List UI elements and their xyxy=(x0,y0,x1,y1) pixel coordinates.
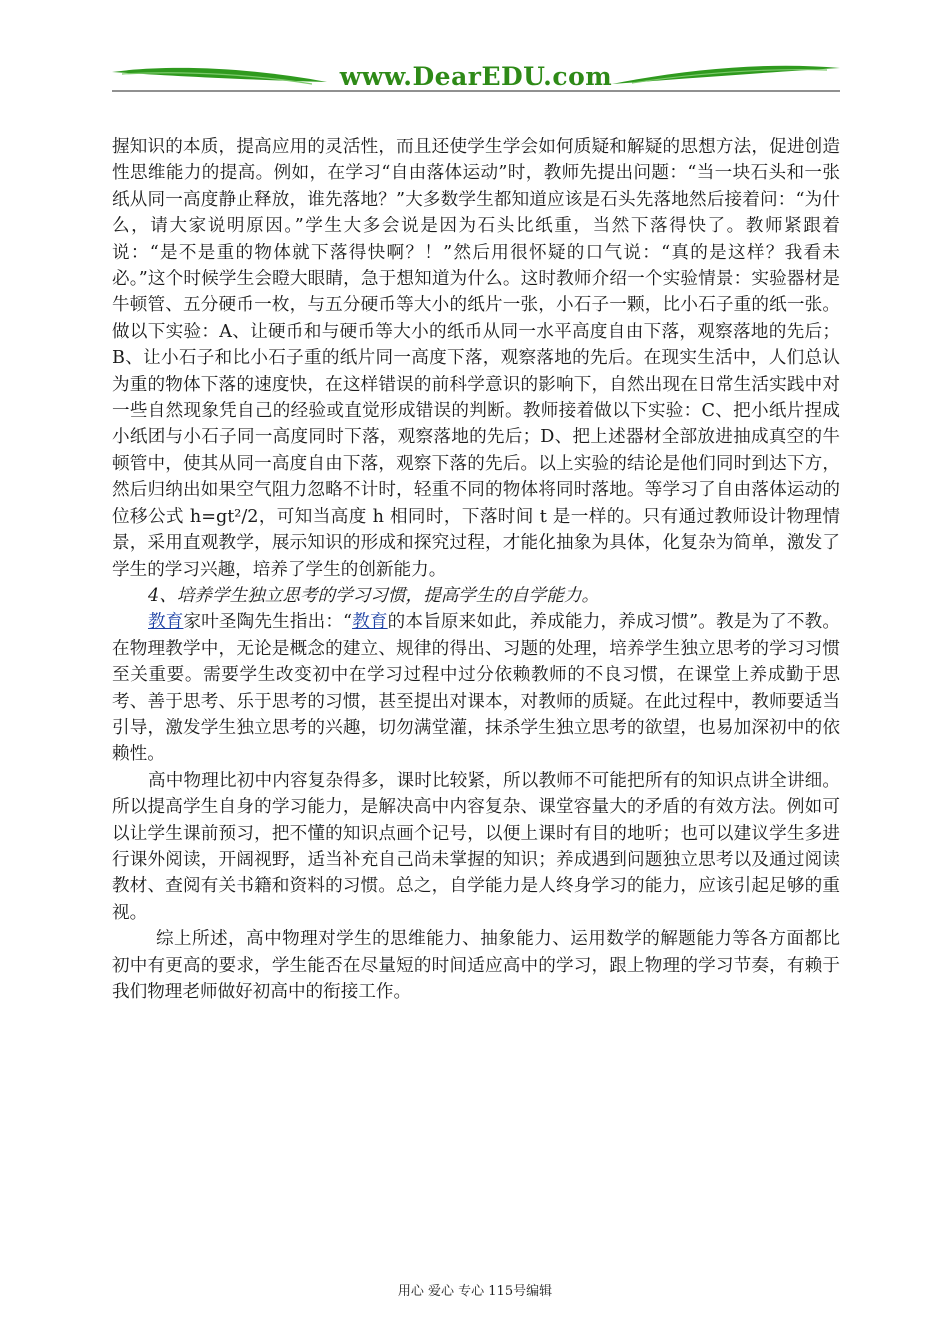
site-logo-text: www.DearEDU.com xyxy=(339,62,613,91)
section-heading-4: 4、培养学生独立思考的学习习惯，提高学生的自学能力。 xyxy=(148,585,600,606)
paragraph-self-study: 高中物理比初中内容复杂得多，课时比较紧，所以教师不可能把所有的知识点讲全讲细。所以提高学生自身的学习能力，是解决高中内容复杂、课堂容量大的矛盾的有效方法。例如可以让学生课前预习，把不懂的知识点画个记号，以便上课时有目的地听；也可以建议学生多进行课外阅读，开阔视野，适当补充自己尚未掌握的知识；养成遇到问题独立思考以及通过阅读教材、查阅有关书籍和资料的习惯。总之，自学能力是人终身学习的能力，应该引起足够的重视。 xyxy=(112,770,840,923)
paragraph-education-rest: 的本旨原来如此，养成能力，养成习惯”。教是为了不教。在物理教学中，无论是概念的建立、规律的得出、习题的处理，培养学生独立思考的学习习惯至关重要。需要学生改变初中在学习过程中过分依赖教师的不良习惯，在课堂上养成勤于思考、善于思考、乐于思考的习惯，甚至提出对课本，对教师的质疑。在此过程中，教师要适当引导，激发学生独立思考的兴趣，切勿满堂灌，抹杀学生独立思考的欲望，也易加深初中的依赖性。 xyxy=(112,612,840,765)
link-education-2[interactable]: 教育 xyxy=(352,612,388,633)
site-header-banner xyxy=(112,58,840,94)
paragraph-conclusion: 综上所述，高中物理对学生的思维能力、抽象能力、运用数学的解题能力等各方面都比初中有更高的要求，学生能否在尽量短的时间适应高中的学习，跟上物理的学习节奏，有赖于我们物理老师做好初高中的衔接工作。 xyxy=(112,929,840,1002)
paragraph-experiment: 握知识的本质，提高应用的灵活性，而且还使学生学会如何质疑和解疑的思想方法，促进创造性思维能力的提高。例如，在学习“自由落体运动”时，教师先提出问题：“当一块石头和一张纸从同一高度静止释放，谁先落地？”大多数学生都知道应该是石头先落地然后接着问：“为什么，请大家说明原因。”学生大多会说是因为石头比纸重，当然下落得快了。教师紧跟着说：“是不是重的物体就下落得快啊？！”然后用很怀疑的口气说：“真的是这样？我看未必。”这个时候学生会瞪大眼睛，急于想知道为什么。这时教师介绍一个实验情景：实验器材是牛顿管、五分硬币一枚，与五分硬币等大小的纸片一张，小石子一颗，比小石子重的纸一张。做以下实验：A、让硬币和与硬币等大小的纸币从同一水平高度自由下落，观察落地的先后；B、让小石子和比小石子重的纸片同一高度下落，观察落地的先后。在现实生活中，人们总认为重的物体下落的速度快，在这样错误的前科学意识的影响下，自然出现在日常生活实践中对一些自然现象凭自己的经验或直觉形成错误的判断。教师接着做以下实验：C、把小纸片捏成小纸团与小石子同一高度同时下落，观察落地的先后；D、把上述器材全部放进抽成真空的牛顿管中，使其从同一高度自由下落，观察下落的先后。以上实验的结论是他们同时到达下方，然后归纳出如果空气阻力忽略不计时，轻重不同的物体将同时落地。等学习了自由落体运动的位移公式 h=gt²/2，可知当高度 h 相同时，下落时间 t 是一样的。只有通过教师设计物理情景，采用直观教学，展示知识的形成和探究过程，才能化抽象为具体，化复杂为简单，激发了学生的学习兴趣，培养了学生的创新能力。 xyxy=(112,137,840,580)
link-education-1[interactable]: 教育 xyxy=(148,612,184,633)
paragraph-education-mid: 家叶圣陶先生指出：“ xyxy=(183,612,353,633)
document-body xyxy=(112,134,840,1005)
paragraph-education xyxy=(112,609,840,767)
page-footer: 用心 爱心 专心 115号编辑 xyxy=(397,1284,553,1299)
